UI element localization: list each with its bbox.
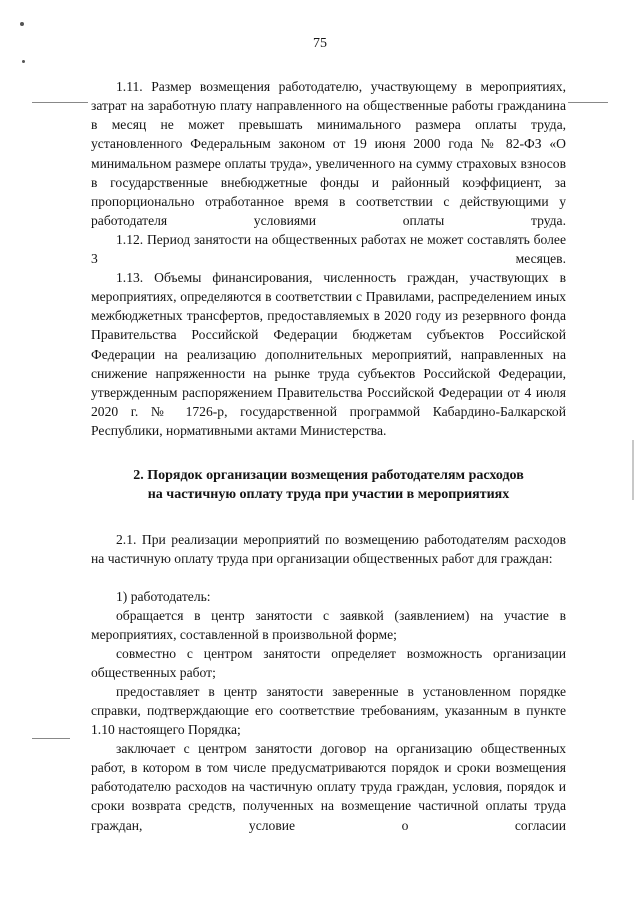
paragraph-1-11: 1.11. Размер возмещения работодателю, участвующему в мероприятиях, затрат на заработную плату направленного на общественные работы гражданина в месяц не может превышать минимального размера оплаты труда, установленного Федеральным законом от 19 июня 2000 года № 82-ФЗ «О минимальном размере оплаты труда», увеличенного на сумму страховых взносов в государственные внебюджетные фонды и районный коэффициент, за пропорционально отработанное время в соответствии с действующими у работодателя условиями оплаты труда. — [91, 79, 566, 229]
scan-speck — [20, 22, 24, 26]
paragraph-contract: заключает с центром занятости договор на организацию общественных работ, в котором в том числе предусматриваются порядок и сроки возмещения работодателю расходов на частичную оплату труда граждан, условия, порядок и сроки возврата средств, полученных на возмещение частичной оплаты труда граждан, условие о согласии — [91, 741, 566, 833]
scan-edge — [632, 440, 634, 500]
paragraph-jointly: совместно с центром занятости определяет возможность организации общественных работ; — [91, 646, 566, 681]
paragraph-provides: предоставляет в центр занятости заверенные в установленном порядке справки, подтверждающие его соответствие требованиям, указанным в пункте 1.10 настоящего Порядка; — [91, 684, 566, 738]
section-heading-line-2: на частичную оплату труда при участии в мероприятиях — [147, 487, 510, 503]
paragraph-1-12: 1.12. Период занятости на общественных работах не может составлять более 3 месяцев. — [91, 232, 566, 267]
section-heading — [91, 466, 566, 504]
page-number: 75 — [313, 36, 327, 51]
scan-dash — [32, 102, 88, 103]
paragraph-2-1: 2.1. При реализации мероприятий по возмещению работодателям расходов на частичную оплату труда при организации общественных работ для граждан: — [91, 532, 566, 567]
scan-dash — [32, 738, 70, 739]
scan-speck — [22, 60, 25, 63]
section-heading-line-1: 2. Порядок организации возмещения работодателям расходов — [133, 468, 524, 483]
paragraph-applies: обращается в центр занятости с заявкой (заявлением) на участие в мероприятиях, составленной в произвольной форме; — [91, 608, 566, 643]
paragraph-1-13: 1.13. Объемы финансирования, численность граждан, участвующих в мероприятиях, определяются в соответствии с Правилами, распределением иных межбюджетных трансфертов, предоставляемых в 2020 году из резервного фонда Правительства Российской Федерации бюджетам субъектов Российской Федерации на реализацию дополнительных мероприятий, направленных на снижение напряженности на рынке труда субъектов Российской Федерации, утвержденным распоряжением Правительства Российской Федерации от 4 июля 2020 г. № 1726-р, государственной программой Кабардино-Балкарской Республики, нормативными актами Министерства. — [91, 270, 566, 439]
scan-dash — [568, 102, 608, 103]
paragraph-employer: 1) работодатель: — [116, 589, 211, 604]
